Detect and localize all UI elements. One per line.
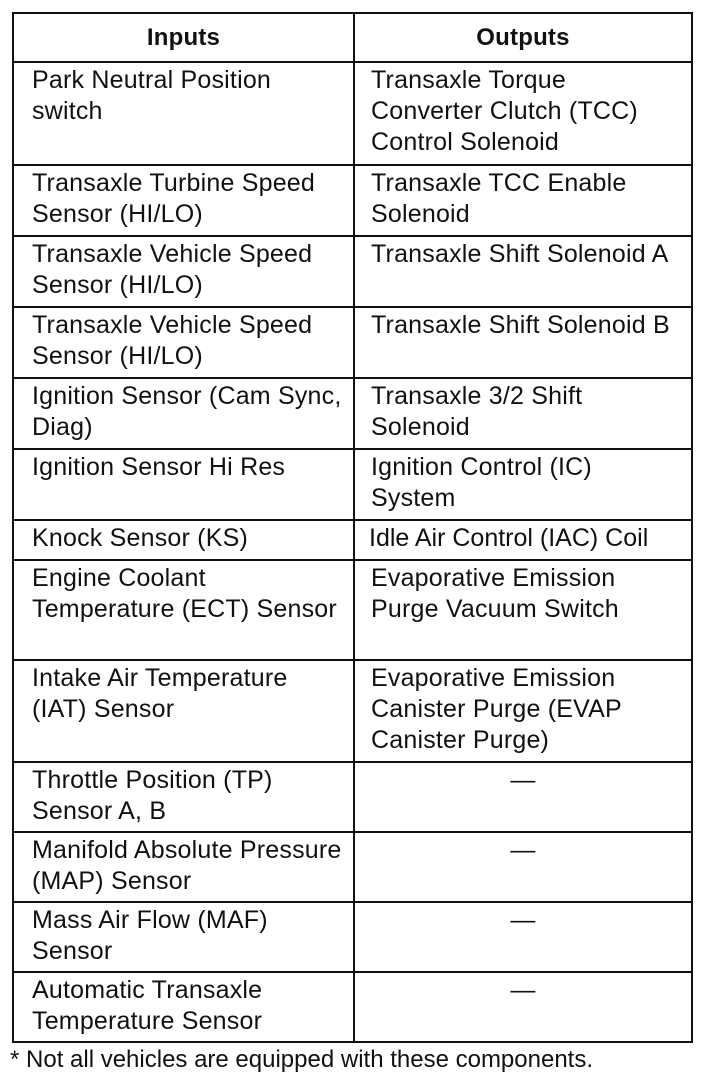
input-cell: Transaxle Turbine Speed Sensor (HI/LO) (13, 165, 354, 236)
footnote: * Not all vehicles are equipped with these components. (10, 1046, 594, 1073)
table-header-row (13, 13, 692, 62)
outputs-column-header: Outputs (354, 13, 692, 62)
input-cell: Ignition Sensor (Cam Sync, Diag) (13, 378, 354, 449)
table-row (13, 307, 692, 378)
components-table-container (12, 12, 691, 1043)
input-cell: Engine Coolant Temperature (ECT) Sensor (13, 560, 354, 660)
table-row (13, 972, 692, 1042)
table-row (13, 378, 692, 449)
output-cell-empty: — (354, 902, 692, 972)
output-cell: Transaxle Shift Solenoid A (354, 236, 692, 307)
output-cell: Evaporative Emission Canister Purge (EVAP Canister Purge) (354, 660, 692, 762)
input-cell: Throttle Position (TP) Sensor A, B (13, 762, 354, 832)
table-row (13, 832, 692, 902)
table-row (13, 62, 692, 165)
table-row (13, 660, 692, 762)
output-cell: Transaxle 3/2 Shift Solenoid (354, 378, 692, 449)
input-cell: Knock Sensor (KS) (13, 520, 354, 560)
table-row (13, 236, 692, 307)
table-row (13, 902, 692, 972)
table-row (13, 762, 692, 832)
output-cell: Transaxle Shift Solenoid B (354, 307, 692, 378)
input-cell: Mass Air Flow (MAF) Sensor (13, 902, 354, 972)
input-cell: Automatic Transaxle Temperature Sensor (13, 972, 354, 1042)
table-row (13, 449, 692, 520)
output-cell: Evaporative Emission Purge Vacuum Switch (354, 560, 692, 660)
inputs-outputs-table (12, 12, 693, 1043)
table-row (13, 165, 692, 236)
output-cell-empty: — (354, 972, 692, 1042)
input-cell: Intake Air Temperature (IAT) Sensor (13, 660, 354, 762)
output-cell: Ignition Control (IC) System (354, 449, 692, 520)
inputs-column-header: Inputs (13, 13, 354, 62)
input-cell: Ignition Sensor Hi Res (13, 449, 354, 520)
table-row (13, 520, 692, 560)
output-cell-empty: — (354, 762, 692, 832)
output-cell-empty: — (354, 832, 692, 902)
output-cell: Idle Air Control (IAC) Coil (354, 520, 692, 560)
input-cell: Transaxle Vehicle Speed Sensor (HI/LO) (13, 307, 354, 378)
output-cell: Transaxle Torque Converter Clutch (TCC) Control Solenoid (354, 62, 692, 165)
input-cell: Transaxle Vehicle Speed Sensor (HI/LO) (13, 236, 354, 307)
input-cell: Manifold Absolute Pressure (MAP) Sensor (13, 832, 354, 902)
output-cell: Transaxle TCC Enable Solenoid (354, 165, 692, 236)
table-row (13, 560, 692, 660)
input-cell: Park Neutral Position switch (13, 62, 354, 165)
